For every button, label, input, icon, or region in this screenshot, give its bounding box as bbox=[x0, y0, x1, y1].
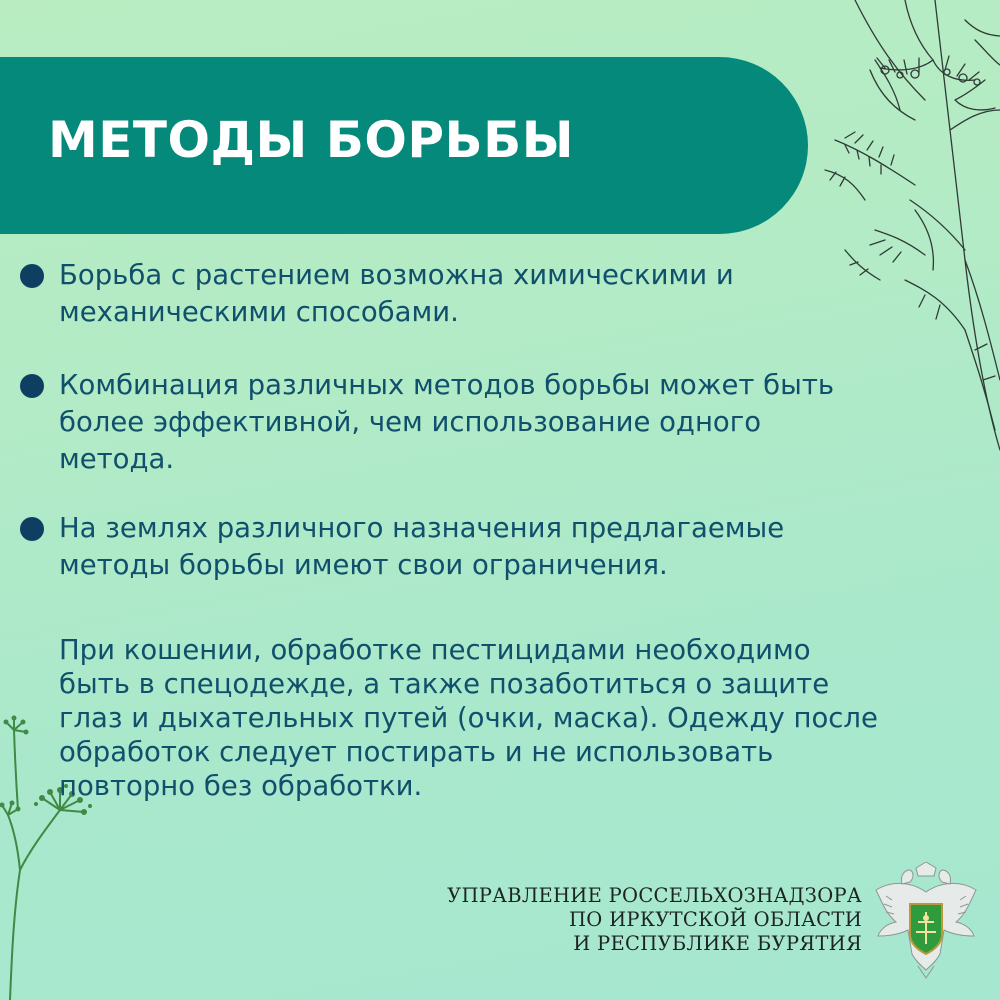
bullet-line: Борьба с растением возможна химическими и bbox=[59, 259, 734, 291]
bullet-item-2 bbox=[20, 367, 880, 478]
bullet-item-1 bbox=[20, 257, 880, 331]
bullet-dot-icon bbox=[20, 264, 44, 288]
bullet-line: механическими способами. bbox=[59, 296, 459, 328]
bullet-line: Комбинация различных методов борьбы может быть bbox=[59, 369, 835, 401]
bullet-line: На землях различного назначения предлагаемые bbox=[59, 512, 785, 544]
bullet-line: методы борьбы имеют свои ограничения. bbox=[59, 549, 668, 581]
paragraph-line: глаз и дыхательных путей (очки, маска). Одежду после bbox=[59, 702, 878, 734]
agency-line: И РЕСПУБЛИКЕ БУРЯТИЯ bbox=[573, 932, 862, 955]
bullet-dot-icon bbox=[20, 374, 44, 398]
bullet-text bbox=[59, 367, 880, 478]
bullet-dot-icon bbox=[20, 517, 44, 541]
paragraph-line: быть в спецодежде, а также позаботиться о защите bbox=[59, 668, 830, 700]
bullet-text bbox=[59, 257, 880, 331]
paragraph-line: обработок следует постирать и не использовать bbox=[59, 736, 774, 768]
agency-line: УПРАВЛЕНИЕ РОССЕЛЬХОЗНАДЗОРА bbox=[447, 884, 862, 907]
agency-name bbox=[447, 884, 862, 956]
page-title: МЕТОДЫ БОРЬБЫ bbox=[48, 111, 575, 169]
safety-paragraph bbox=[59, 633, 989, 803]
agency-line: ПО ИРКУТСКОЙ ОБЛАСТИ bbox=[569, 908, 862, 931]
bullet-line: метода. bbox=[59, 443, 175, 475]
paragraph-line: повторно без обработки. bbox=[59, 770, 423, 802]
bullet-text bbox=[59, 510, 880, 584]
bullet-line: более эффективной, чем использование одного bbox=[59, 406, 762, 438]
bullet-item-3 bbox=[20, 510, 880, 584]
paragraph-line: При кошении, обработке пестицидами необходимо bbox=[59, 634, 811, 666]
double-headed-eagle-emblem-icon bbox=[872, 862, 980, 980]
